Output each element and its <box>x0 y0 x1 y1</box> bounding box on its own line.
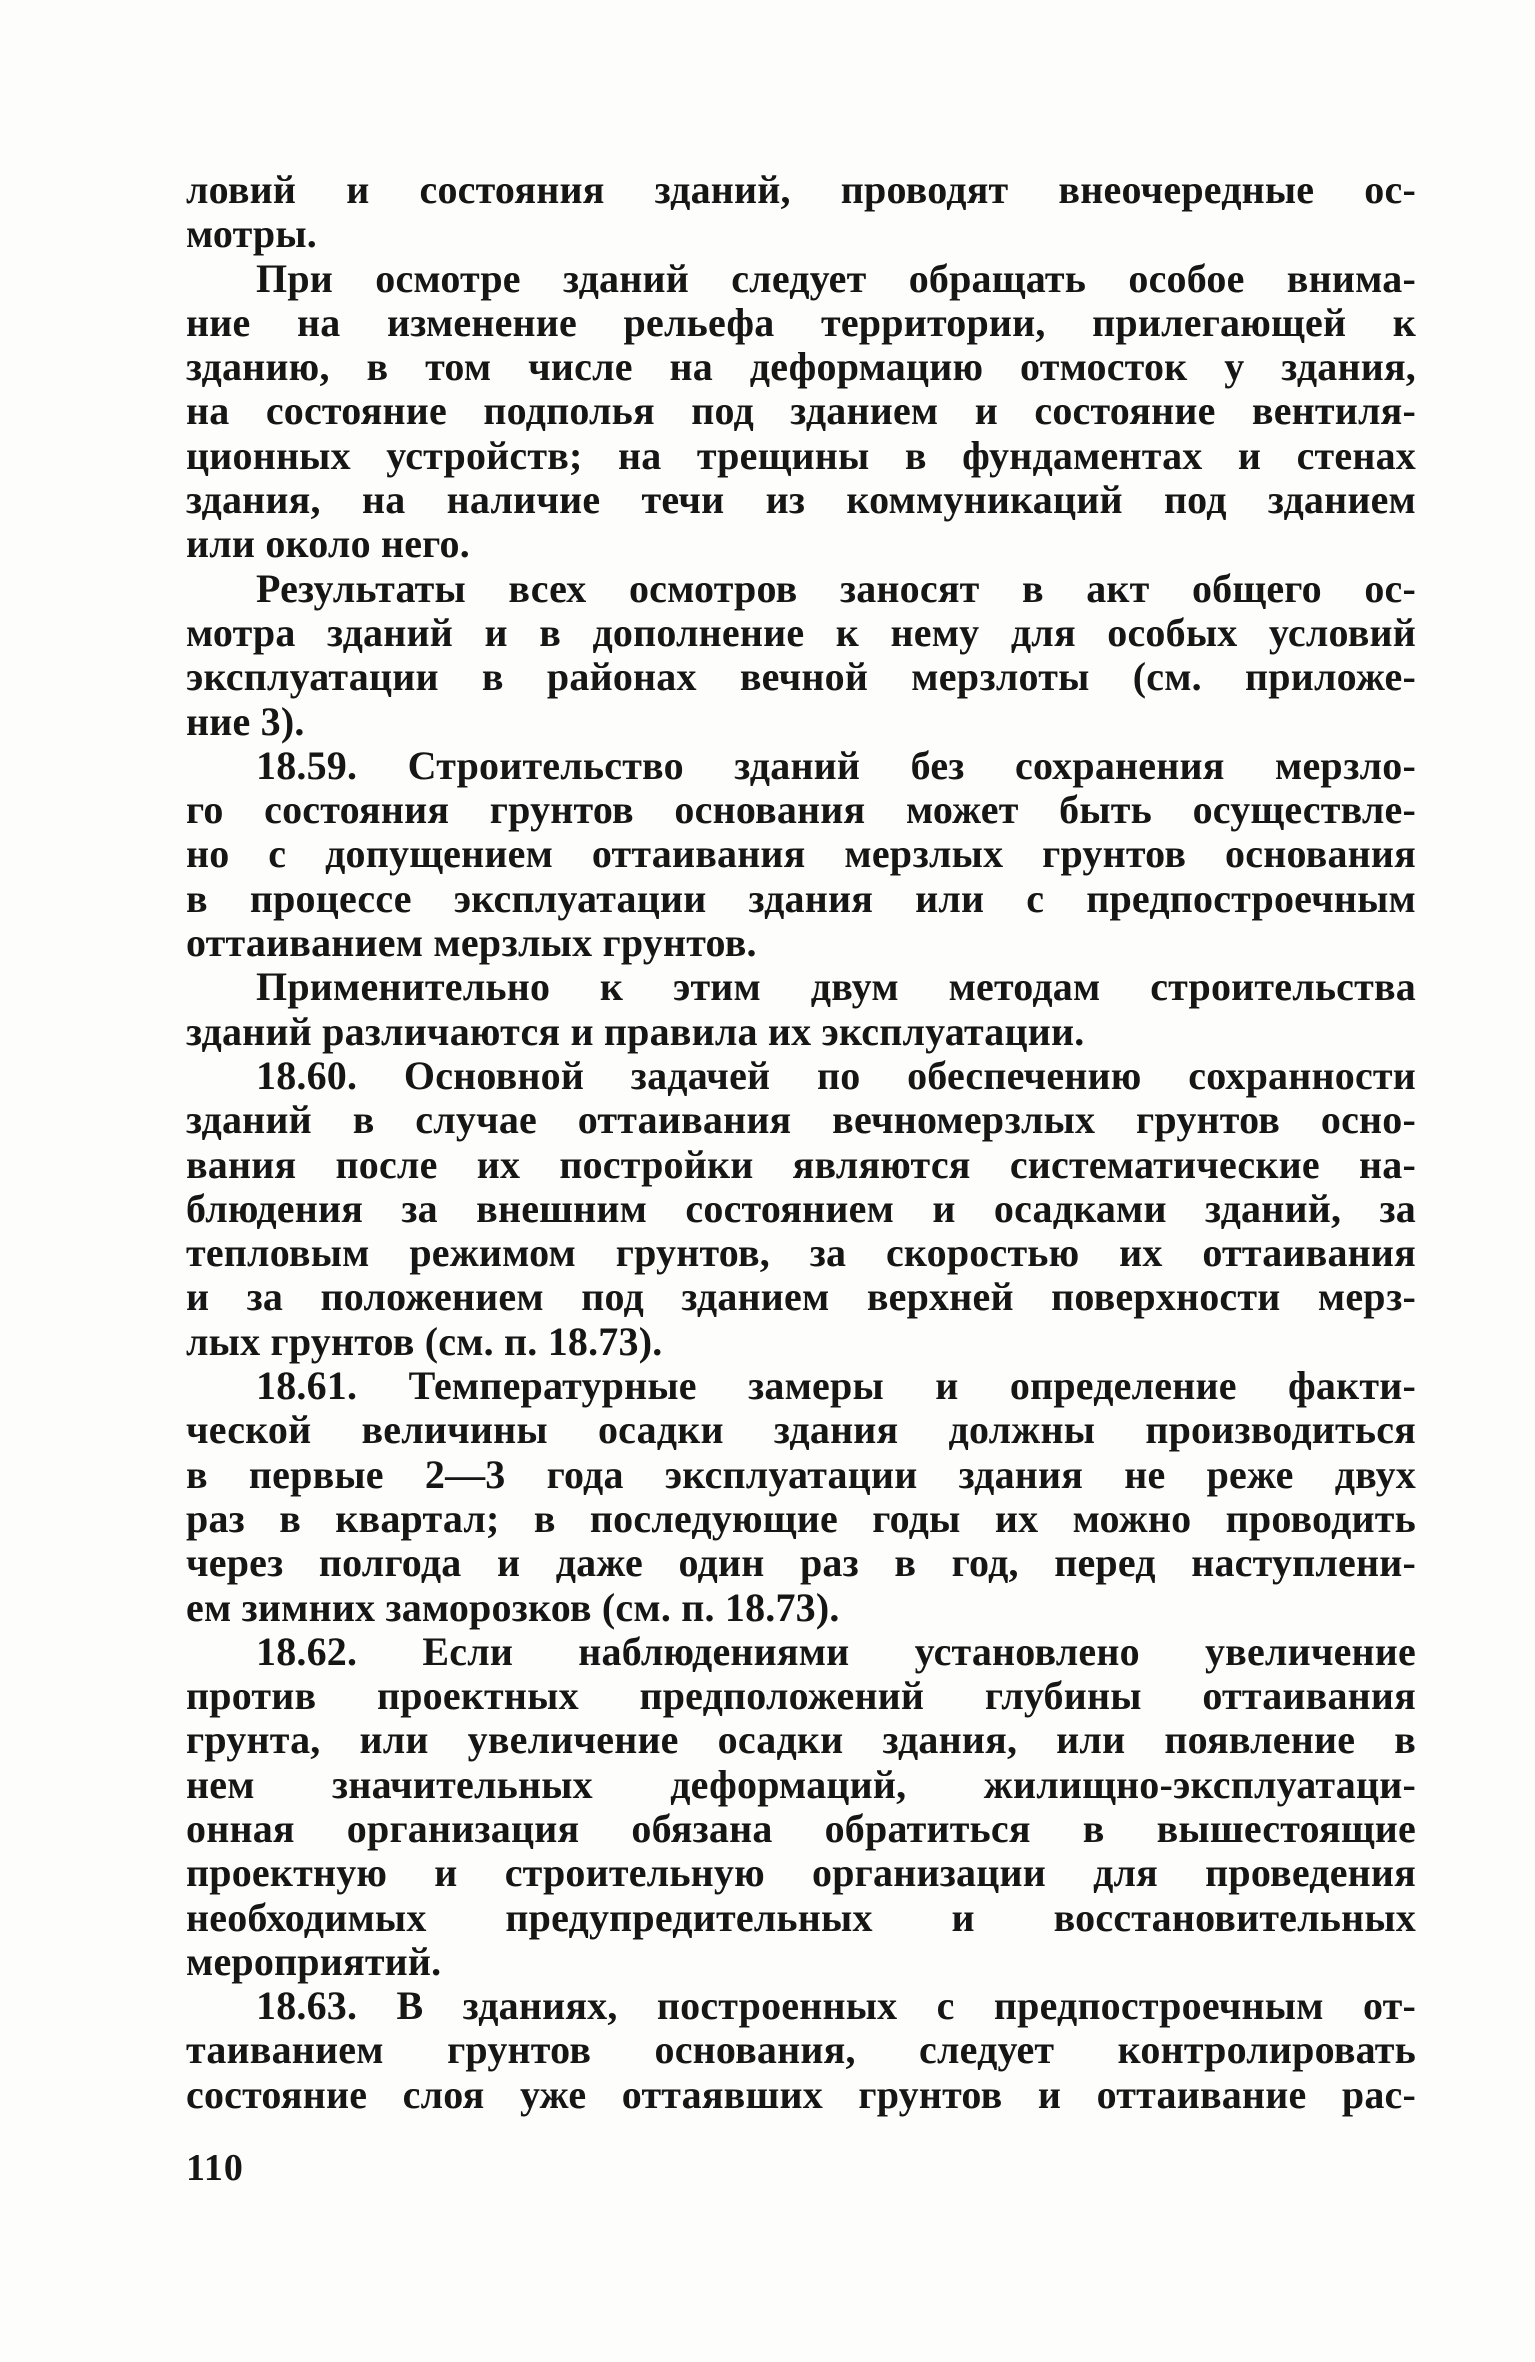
text-line: таиванием грунтов основания, следует контролировать <box>186 2027 1416 2073</box>
text-line: мотры. <box>186 211 318 257</box>
paragraph <box>186 168 1416 257</box>
text-line: лых грунтов (см. п. 18.73). <box>186 1318 663 1364</box>
text-line: тепловым режимом грунтов, за скоростью их оттаивания <box>186 1230 1416 1276</box>
text-line: ние на изменение рельефа территории, прилегающей к <box>186 299 1416 345</box>
text-line: 18.59. Строительство зданий без сохранения мерзло- <box>256 742 1416 788</box>
paragraph <box>186 567 1416 744</box>
paragraph <box>186 1364 1416 1630</box>
text-line: нем значительных деформаций, жилищно-эксплуатаци- <box>186 1761 1416 1807</box>
text-line: ние 3). <box>186 698 305 744</box>
text-line: необходимых предупредительных и восстановительных <box>186 1894 1416 1940</box>
text-line: 18.63. В зданиях, построенных с предпостроечным от- <box>256 1983 1416 2029</box>
text-line: мероприятий. <box>186 1938 442 1984</box>
text-line: раз в квартал; в последующие годы их можно проводить <box>186 1495 1416 1541</box>
text-line: оттаиванием мерзлых грунтов. <box>186 920 757 966</box>
paragraph <box>186 1984 1416 2117</box>
text-line: 18.62. Если наблюдениями установлено увеличение <box>256 1628 1416 1674</box>
page-text <box>186 168 1416 2117</box>
text-line: ловий и состояния зданий, проводят внеочередные ос- <box>186 167 1416 212</box>
text-line: ционных устройств; на трещины в фундаментах и стенах <box>186 432 1416 478</box>
text-line: вания после их постройки являются систематические на- <box>186 1141 1416 1187</box>
paragraph <box>186 744 1416 965</box>
page-number: 110 <box>186 2147 244 2189</box>
text-line: 18.61. Температурные замеры и определение факти- <box>256 1363 1416 1409</box>
text-line: и за положением под зданием верхней поверхности мерз- <box>186 1274 1416 1320</box>
text-line: ем зимних заморозков (см. п. 18.73). <box>186 1584 840 1630</box>
text-line: грунта, или увеличение осадки здания, или появление в <box>186 1717 1416 1763</box>
text-line: через полгода и даже один раз в год, перед наступлени- <box>186 1540 1416 1586</box>
text-line: или около него. <box>186 521 470 567</box>
paragraph <box>186 257 1416 567</box>
paragraph <box>186 965 1416 1054</box>
text-line: 18.60. Основной задачей по обеспечению сохранности <box>256 1052 1416 1098</box>
paragraph <box>186 1630 1416 1984</box>
text-line: в процессе эксплуатации здания или с предпостроечным <box>186 875 1416 921</box>
text-line: проектную и строительную организации для проведения <box>186 1850 1416 1896</box>
text-line: против проектных предположений глубины оттаивания <box>186 1673 1416 1719</box>
text-line: но с допущением оттаивания мерзлых грунтов основания <box>186 831 1416 877</box>
text-line: блюдения за внешним состоянием и осадками зданий, за <box>186 1185 1416 1231</box>
text-line: мотра зданий и в дополнение к нему для особых условий <box>186 609 1416 655</box>
text-line: При осмотре зданий следует обращать особое внима- <box>256 255 1416 301</box>
text-line: зданий в случае оттаивания вечномерзлых грунтов осно- <box>186 1097 1416 1143</box>
text-line: Результаты всех осмотров заносят в акт общего ос- <box>256 565 1416 611</box>
text-line: здания, на наличие течи из коммуникаций под зданием <box>186 477 1416 523</box>
text-line: онная организация обязана обратиться в вышестоящие <box>186 1805 1416 1851</box>
paragraph <box>186 1054 1416 1364</box>
text-line: Применительно к этим двум методам строительства <box>256 964 1416 1010</box>
text-line: в первые 2—3 года эксплуатации здания не реже двух <box>186 1451 1416 1497</box>
text-line: го состояния грунтов основания может быть осуществле- <box>186 787 1416 833</box>
text-line: состояние слоя уже оттаявших грунтов и оттаивание рас- <box>186 2071 1416 2117</box>
text-line: на состояние подполья под зданием и состояние вентиля- <box>186 388 1416 434</box>
text-line: эксплуатации в районах вечной мерзлоты (см. приложе- <box>186 654 1416 700</box>
text-line: зданий различаются и правила их эксплуатации. <box>186 1008 1085 1054</box>
text-line: ческой величины осадки здания должны производиться <box>186 1407 1416 1453</box>
text-line: зданию, в том числе на деформацию отмосток у здания, <box>186 344 1416 390</box>
